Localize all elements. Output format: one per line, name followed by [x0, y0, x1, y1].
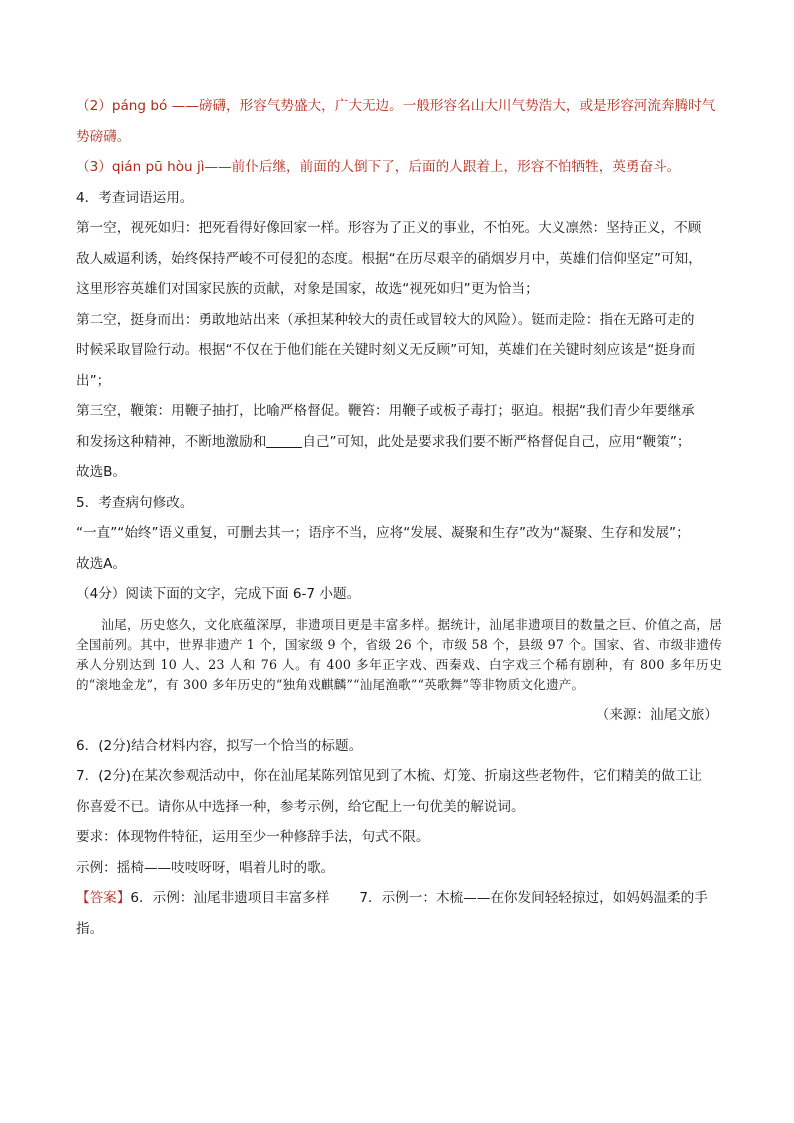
q5-answer: 故选A。 [76, 555, 127, 572]
q4-blank3-text-b: 自己”可知，此处是要求我们要不断严格督促自己，应用“鞭策”； [302, 433, 691, 450]
passage-source: （来源：汕尾文旅） [595, 707, 718, 723]
answer-line [76, 888, 722, 908]
answer-7-cont: 指。 [76, 920, 104, 937]
q4-blank3-line1: 第三空，鞭策：用鞭子抽打，比喻严格督促。鞭笞：用鞭子或板子毒打；驱迫。根据“我们青少年要继承 [76, 403, 695, 419]
q4-blank1-line1: 第一空，视死如归：把死看得好像回家一样。形容为了正义的事业，不怕死。大义凛然：坚持正义，不顾 [76, 220, 702, 236]
q4-blank3-text-a: 和发扬这种精神，不断地激励和 [76, 433, 267, 450]
pinyin-answer-3: （3）qián pū hòu jì——前仆后继，前面的人倒下了，后面的人跟着上，形容不怕牺牲，英勇奋斗。 [76, 159, 681, 175]
pinyin-answer-2: （2）páng bó ——磅礴，形容气势盛大，广大无边。一般形容名山大川气势浩大，或是形容河流奔腾时气 [76, 98, 716, 114]
q4-blank1-line2: 敌人威逼利诱，始终保持严峻不可侵犯的态度。根据“在历尽艰辛的硝烟岁月中，英雄们信仰坚定”可知， [76, 250, 702, 267]
pinyin-answer-2-cont: 势磅礴。 [76, 128, 131, 145]
question-7-example: 示例：摇椅——吱吱呀呀，唱着儿时的歌。 [76, 859, 335, 876]
q4-blank1-line3: 这里形容英雄们对国家民族的贡献，对象是国家，故选“视死如归”更为恰当； [76, 281, 539, 297]
answer-6: 6．示例：汕尾非遗项目丰富多样 [130, 890, 330, 906]
q4-blank2-line3: 出”； [76, 372, 111, 389]
q4-blank2-line1: 第二空，挺身而出：勇敢地站出来（承担某种较大的责任或冒较大的风险）。铤而走险：指在无路可走的 [76, 311, 695, 328]
answer-7: 7．示例一：木梳——在你发间轻轻掠过，如妈妈温柔的手 [359, 890, 708, 906]
reading-instruction: （4分）阅读下面的文字，完成下面 6-7 小题。 [76, 586, 361, 602]
q4-blank2-line2: 时候采取冒险行动。根据“不仅在于他们能在关键时刻义无反顾”可知，英雄们在关键时刻应该是“挺身而 [76, 342, 696, 358]
reading-passage: 汕尾，历史悠久，文化底蕴深厚，非遗项目更是丰富多样。据统计，汕尾非遗项目的数量之巨、价值之高，居全国前列。其中，世界非遗产 1 个，国家级 9 个，省级 26 个，市级 58 个，县级 97 个。国家、省、市级非遗传承人分别达到 10 人、23 人和 76 人。有 400 多年正字戏、西秦戏、白字戏三个稀有剧种，有 800 多年历史的“滚地金龙”，有 300 多年历史的“独角戏麒麟”“汕尾渔歌”“英歌舞”等非物质文化遗产。 [76, 616, 722, 692]
answer-tag: 【答案】 [76, 890, 131, 906]
question-6: 6．(2分)结合材料内容，拟写一个恰当的标题。 [76, 737, 363, 754]
question-7-line2: 你喜爱不已。请你从中选择一种，参考示例，给它配上一句优美的解说词。 [76, 798, 525, 815]
document-page [76, 96, 722, 949]
question-7-line1: 7．(2分)在某次参观活动中，你在汕尾某陈列馆见到了木梳、灯笼、折扇这些老物件，它们精美的做工让 [76, 768, 703, 784]
fill-blank-underline [266, 433, 302, 448]
q5-explanation: “一直”“始终”语义重复，可删去其一；语序不当，应将“发展、凝聚和生存”改为“凝聚、生存和发展”； [76, 525, 690, 541]
q4-answer: 故选B。 [76, 464, 127, 480]
question-7-requirement: 要求：体现物件特征，运用至少一种修辞手法，句式不限。 [76, 829, 430, 845]
q4-blank3-line2 [76, 432, 722, 452]
q4-heading: 4．考查词语运用。 [76, 189, 194, 206]
q5-heading: 5．考查病句修改。 [76, 494, 194, 511]
